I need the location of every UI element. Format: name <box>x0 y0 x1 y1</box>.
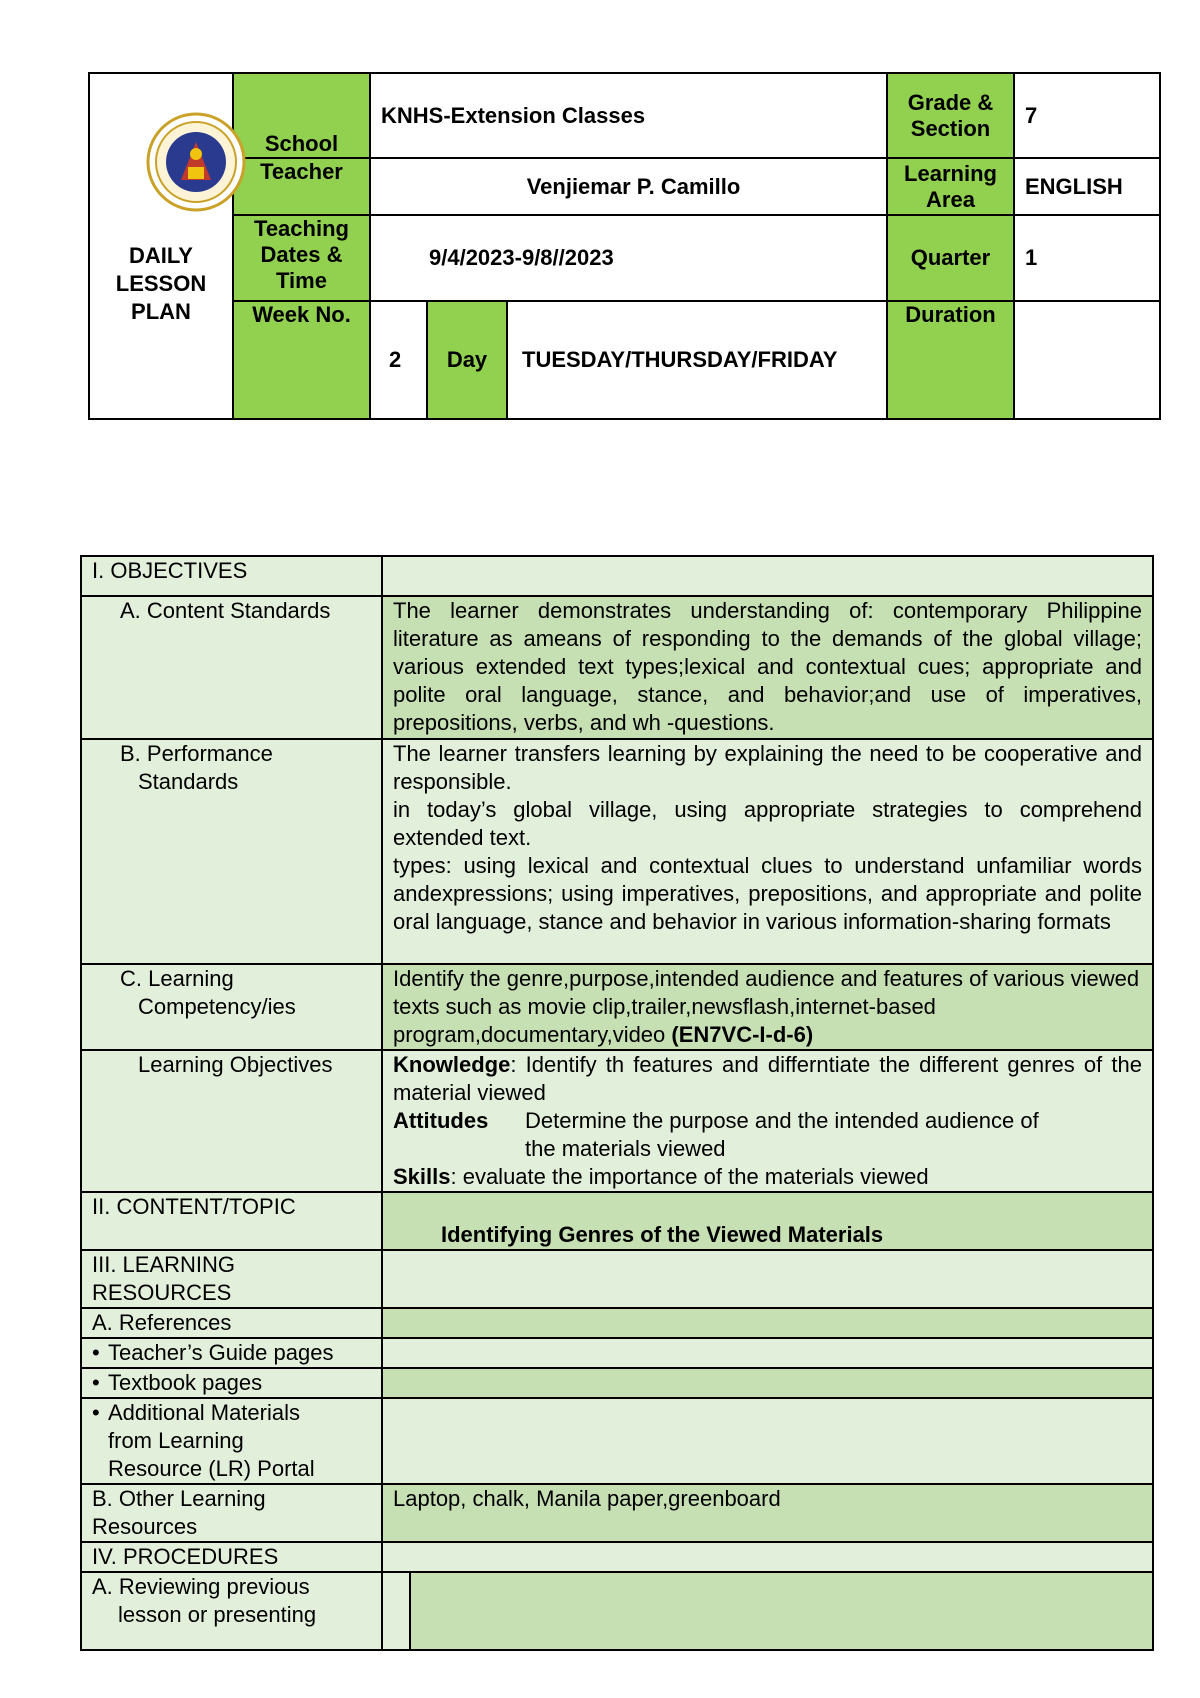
day-value: TUESDAY/THURSDAY/FRIDAY <box>507 301 887 419</box>
additional-materials-label: • Additional Materials from Learning Resource (LR) Portal <box>81 1398 382 1484</box>
objectives-label: I. OBJECTIVES <box>81 556 382 596</box>
content-standards-text: The learner demonstrates understanding of: contemporary Philippine literature as ameans of responding to the demands of the global village; various extended text types;lexical and contextual cues; appropriate and polite oral language, stance, and behavior;and use of imperatives, prepositions, verbs, and wh -questions. <box>382 596 1153 739</box>
duration-label: Duration <box>887 301 1014 419</box>
duration-value <box>1014 301 1160 419</box>
grade-section-value: 7 <box>1014 73 1160 158</box>
title-line: PLAN <box>131 299 191 324</box>
references-label: A. References <box>81 1308 382 1338</box>
teacher-value: Venjiemar P. Camillo <box>370 158 887 215</box>
procedures-label: IV. PROCEDURES <box>81 1542 382 1572</box>
objectives-value <box>382 556 1153 596</box>
school-value: KNHS-Extension Classes <box>370 73 887 158</box>
day-label: Day <box>427 301 507 419</box>
additional-materials-value <box>382 1398 1153 1484</box>
dates-value: 9/4/2023-9/8//2023 <box>370 215 887 301</box>
learning-resources-label: III. LEARNING RESOURCES <box>81 1250 382 1308</box>
textbook-pages-label: • Textbook pages <box>81 1368 382 1398</box>
learning-area-value: ENGLISH <box>1014 158 1160 215</box>
title-line: LESSON <box>115 271 207 296</box>
competency-label: C. Learning Competency/ies <box>81 964 382 1050</box>
procedures-value <box>382 1542 1153 1572</box>
teacher-label: Teacher <box>233 158 370 215</box>
quarter-label: Quarter <box>887 215 1014 301</box>
school-label: School <box>233 73 370 158</box>
teachers-guide-value <box>382 1338 1153 1368</box>
dates-label: Teaching Dates & Time <box>233 215 370 301</box>
reviewing-narrow-cell <box>382 1572 410 1650</box>
other-resources-value: Laptop, chalk, Manila paper,greenboard <box>382 1484 1153 1542</box>
week-label: Week No. <box>233 301 370 419</box>
content-topic-value: Identifying Genres of the Viewed Materials <box>382 1192 1153 1250</box>
textbook-pages-value <box>382 1368 1153 1398</box>
learning-objectives-label: Learning Objectives <box>81 1050 382 1192</box>
other-resources-label: B. Other Learning Resources <box>81 1484 382 1542</box>
learning-objectives-text: Knowledge: Identify th features and differntiate the different genres of the material viewed Attitudes Determine the purpose and the intended audience of the materials viewed Skills: evaluate the importance of the materials viewed <box>382 1050 1153 1192</box>
reviewing-label: A. Reviewing previous lesson or presenting <box>81 1572 382 1650</box>
title-line: DAILY <box>129 243 193 268</box>
daily-lesson-plan-title <box>90 242 232 326</box>
deped-seal-icon <box>146 112 246 212</box>
learning-resources-value <box>382 1250 1153 1308</box>
references-value <box>382 1308 1153 1338</box>
competency-text: Identify the genre,purpose,intended audience and features of various viewed texts such as movie clip,trailer,newsflash,internet-based program,documentary,video (EN7VC-I-d-6) <box>382 964 1153 1050</box>
performance-standards-text: The learner transfers learning by explaining the need to be cooperative and responsible. in today’s global village, using appropriate strategies to comprehend extended text. types: using lexical and contextual clues to understand unfamiliar words andexpressions; using imperatives, prepositions, and appropriate and polite oral language, stance and behavior in various information-sharing formats <box>382 739 1153 964</box>
logo-title-cell <box>89 73 233 419</box>
teachers-guide-label: • Teacher’s Guide pages <box>81 1338 382 1368</box>
competency-code: (EN7VC-I-d-6) <box>671 1022 814 1047</box>
content-standards-label: A. Content Standards <box>81 596 382 739</box>
learning-area-label: Learning Area <box>887 158 1014 215</box>
reviewing-value <box>410 1572 1153 1650</box>
quarter-value: 1 <box>1014 215 1160 301</box>
performance-standards-label: B. Performance Standards <box>81 739 382 964</box>
lesson-table <box>80 555 1154 1651</box>
content-topic-label: II. CONTENT/TOPIC <box>81 1192 382 1250</box>
grade-section-label: Grade & Section <box>887 73 1014 158</box>
header-table <box>88 72 1161 420</box>
week-value: 2 <box>370 301 427 419</box>
